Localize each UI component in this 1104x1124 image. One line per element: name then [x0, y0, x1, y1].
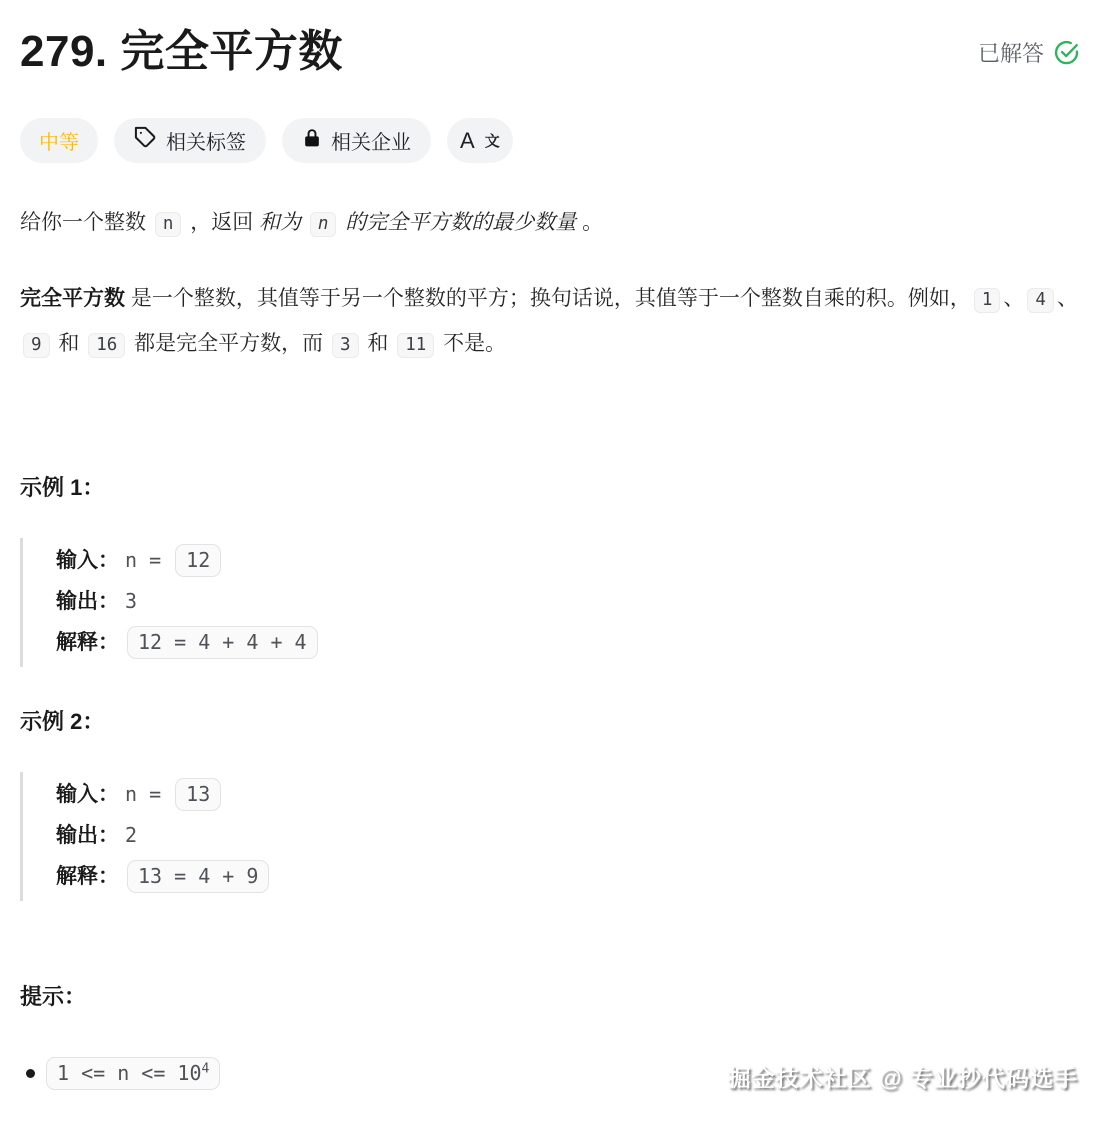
definition-term: 完全平方数: [20, 287, 125, 310]
watermark: 掘金技术社区 @ 专业抄代码选手: [727, 1065, 1078, 1091]
explain-value-chip: 13 = 4 + 9: [127, 860, 269, 893]
related-companies-button[interactable]: [282, 118, 431, 163]
related-tags-label: 相关标签: [166, 132, 246, 154]
tag-icon: [134, 126, 157, 155]
example-1-block: [20, 538, 1080, 667]
example-input-line: 输入： n = 13: [56, 774, 1080, 815]
statement-text: 。: [576, 211, 604, 234]
solved-status-badge: [978, 37, 1080, 68]
page-title: 279. 完全平方数: [20, 27, 343, 76]
explain-value-chip: 12 = 4 + 4 + 4: [127, 626, 318, 659]
statement-text: 给你一个整数: [20, 211, 152, 234]
inline-code-16: 16: [88, 333, 125, 358]
statement-emphasis: 和为 n 的完全平方数的最少数量: [259, 211, 576, 234]
solved-label: 已解答: [977, 40, 1044, 66]
inline-code-11: 11: [397, 333, 434, 358]
example-2-block: [20, 772, 1080, 901]
inline-code-3: 3: [332, 333, 359, 358]
header: [20, 26, 1080, 78]
statement-text: ，返回: [184, 211, 260, 234]
example-explain-line: 解释： 12 = 4 + 4 + 4: [56, 622, 1080, 663]
inline-code-n: n: [155, 212, 182, 237]
example-input-line: 输入： n = 12: [56, 540, 1080, 581]
related-companies-label: 相关企业: [331, 132, 411, 154]
example-2-heading: 示例 2：: [20, 709, 105, 734]
inline-code-n: n: [310, 212, 337, 237]
inline-code-9: 9: [23, 333, 50, 358]
constraints-list: [20, 1051, 1080, 1098]
constraint-item: [44, 1051, 1080, 1098]
input-value-chip: 12: [175, 544, 221, 577]
translate-toggle-button[interactable]: A 文: [447, 118, 513, 163]
constraint-chip: $1 <= n <= 10^4$: [46, 1057, 220, 1090]
check-circle-icon: [1053, 39, 1080, 66]
problem-statement: [20, 201, 1080, 246]
difficulty-badge: 中等: [20, 118, 98, 163]
related-tags-button[interactable]: [114, 118, 266, 163]
example-output-line: 输出： 3: [56, 589, 138, 613]
example-1-heading: 示例 1：: [20, 475, 105, 500]
example-explain-line: 解释： 13 = 4 + 9: [56, 856, 1080, 897]
inline-code-1: 1: [974, 288, 1001, 313]
inline-code-4: 4: [1027, 288, 1054, 313]
lock-icon: [302, 128, 322, 154]
badge-row: [20, 118, 1080, 163]
example-output-line: 输出： 2: [56, 823, 138, 847]
problem-description-panel: [0, 26, 1104, 1124]
constraints-heading: 提示：: [20, 984, 87, 1009]
translate-icon: A: [460, 127, 475, 153]
definition-paragraph: 完全平方数 是一个整数，其值等于另一个整数的平方；换句话说，其值等于一个整数自乘的积。例如， 1 、 4 、9 和 16 都是完全平方数，而 3 和 11 不是。: [20, 277, 1080, 367]
input-value-chip: 13: [175, 778, 221, 811]
